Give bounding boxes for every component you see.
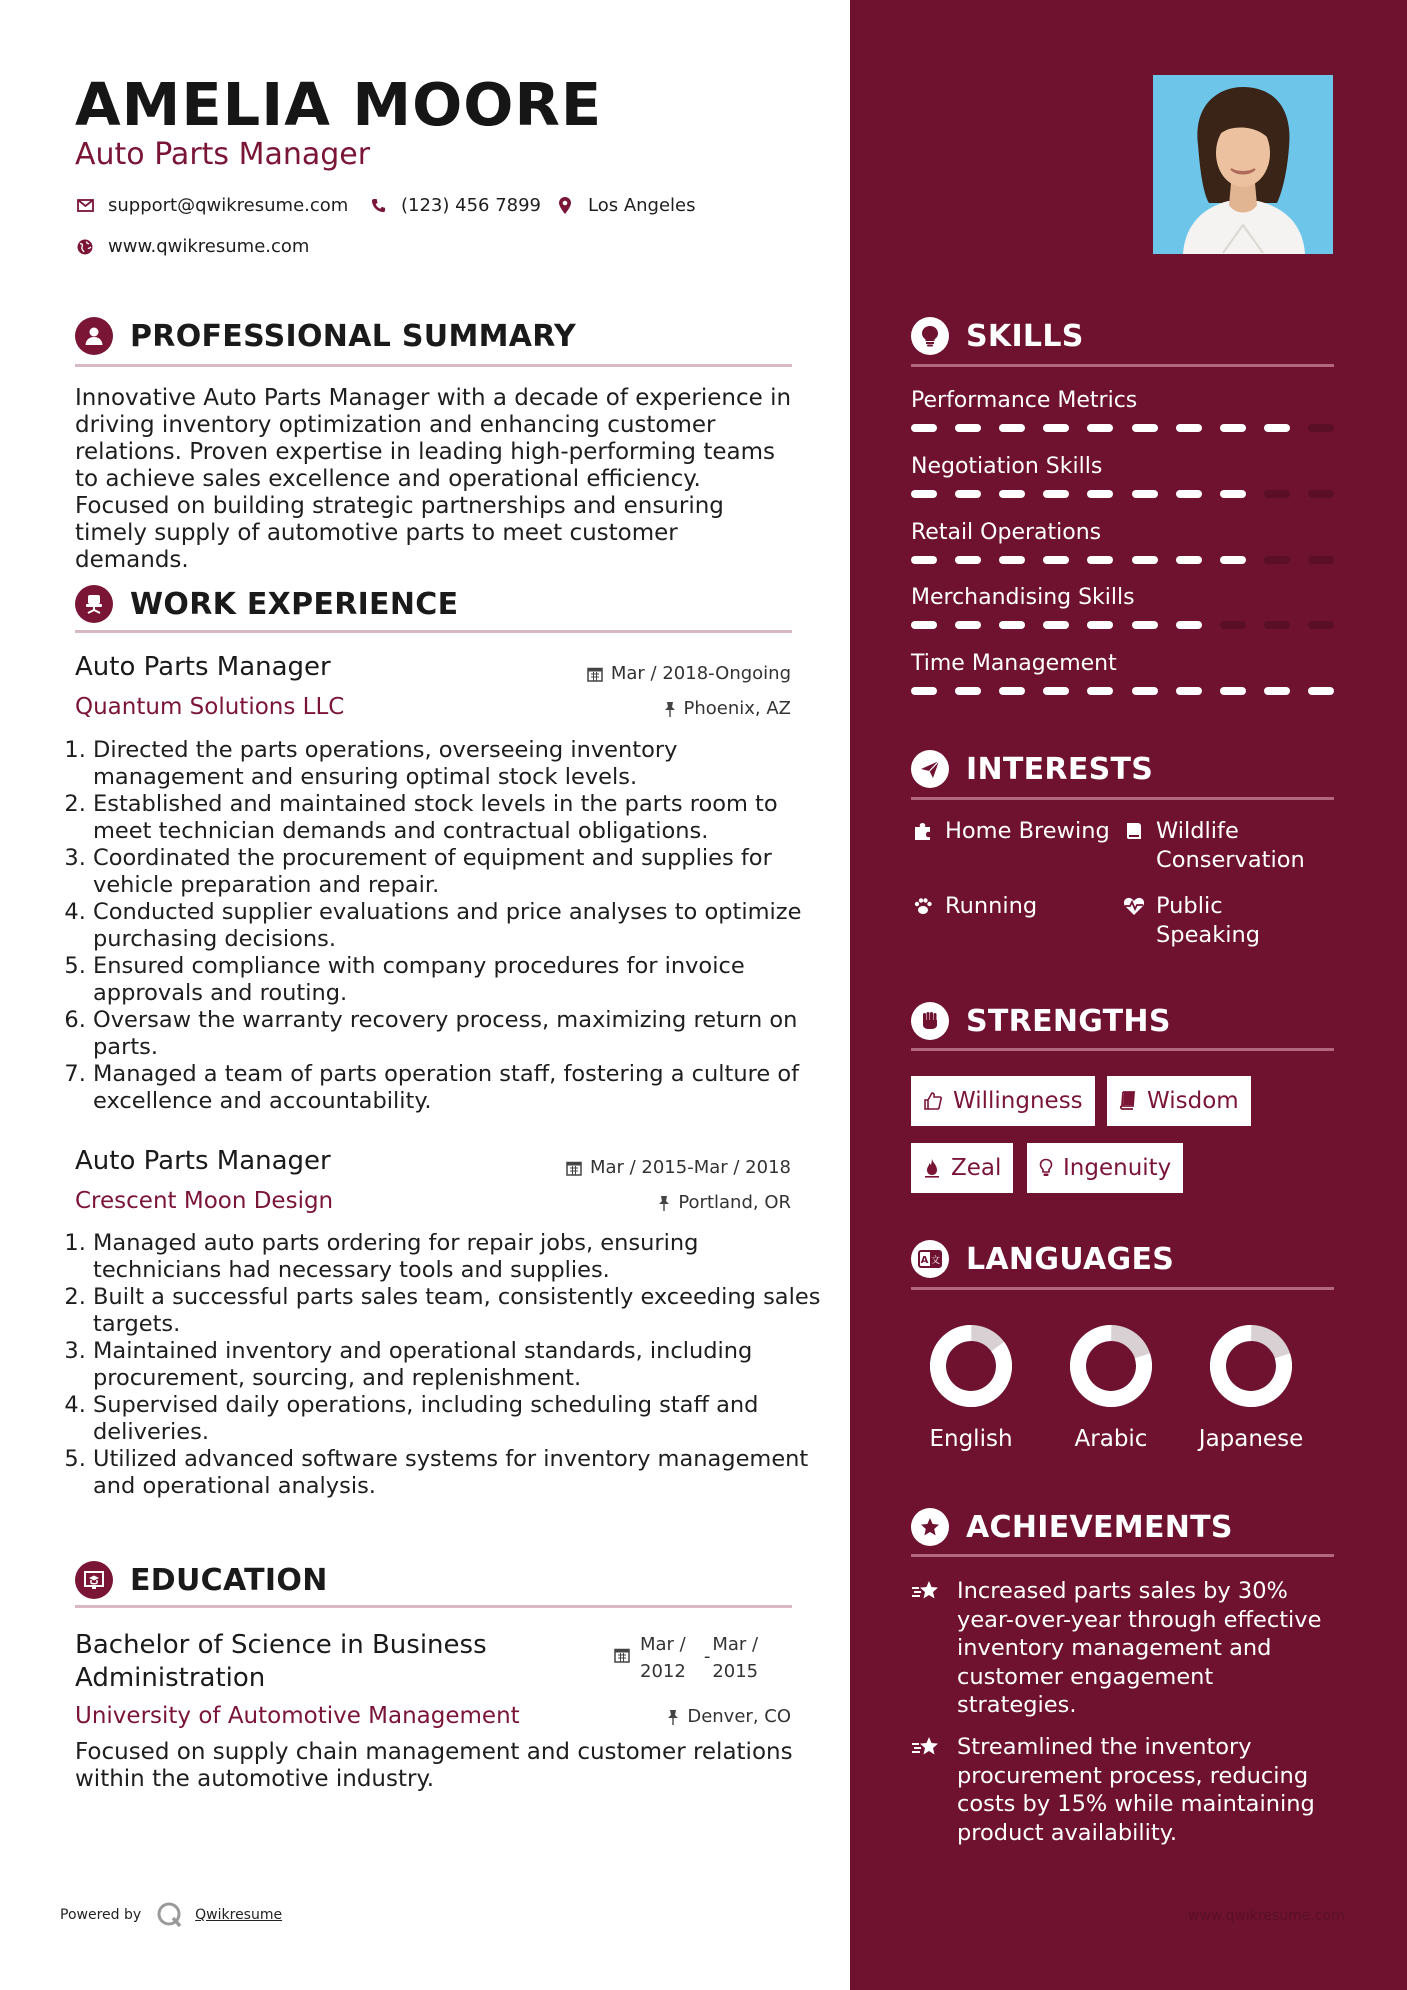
user-icon [75,317,113,355]
interest-item [1122,817,1305,875]
achievements-title: ACHIEVEMENTS [966,1509,1233,1545]
email-text[interactable]: support@qwikresume.com [108,195,349,216]
skill-dash [1132,687,1158,695]
strength-label: Wisdom [1147,1088,1239,1114]
skill-name: Performance Metrics [911,388,1138,413]
achievement-line: strategies. [957,1692,1077,1718]
skill-dash [1132,556,1158,564]
end-date-month: Mar / [712,1634,759,1655]
achievement-line: product availability. [957,1819,1177,1846]
skill-dash [1087,424,1113,432]
skill-item [911,651,1334,695]
skill-dash [1043,687,1069,695]
skill-dash [1132,490,1158,498]
skill-dash [1220,490,1246,498]
strength-chip [1107,1076,1251,1126]
skill-dash [1220,687,1246,695]
job-dates [566,1157,791,1178]
interest-label: Public [1156,893,1223,919]
powered-by-footer [60,1900,282,1930]
language-name: Arabic [1074,1426,1148,1452]
strengths-divider [911,1048,1334,1051]
experience-heading [75,585,458,623]
achievement-line: Increased parts sales by 30% [957,1578,1288,1604]
website-contact[interactable] [75,236,309,257]
education-description: Focused on supply chain management and customer relations within the automotive industry. [75,1739,793,1792]
skill-dash [1132,424,1158,432]
lightbulb-icon [1039,1158,1053,1178]
candidate-title: Auto Parts Manager [75,137,371,172]
strength-chip [1027,1143,1183,1193]
job-location [658,1192,791,1213]
candidate-name: AMELIA MOORE [75,70,603,139]
language-item [1191,1324,1311,1452]
job-role: Auto Parts Manager [75,652,331,682]
summary-text: Innovative Auto Parts Manager with a decade of experience in driving inventory optimization and enhancing customer relations. Proven expertise in leading high-performing teams to achieve sales excellence and operational efficiency. Focused on building strategic partnerships and ensuring timely supply of automotive parts to meet customer demands. [75,385,792,573]
powered-by-text: Powered by [60,1907,142,1923]
calendar-icon [587,666,603,682]
strengths-title: STRENGTHS [966,1003,1171,1039]
skill-dash [955,687,981,695]
education-heading [75,1561,328,1599]
email-contact[interactable] [75,195,348,216]
skill-item [911,585,1334,629]
location-text: Los Angeles [588,195,696,216]
skill-dash [999,621,1025,629]
shooting-star-icon [911,1577,945,1720]
pushpin-icon [667,1709,679,1725]
skill-dash [955,424,981,432]
job-dates-text: Mar / 2018-Ongoing [610,663,791,684]
experience-divider [75,630,792,633]
interest-label: Home Brewing [945,818,1110,844]
language-ring-fill [929,1324,1013,1408]
strength-label: Willingness [953,1088,1083,1114]
achievement-line: customer engagement [957,1663,1214,1690]
skill-name: Merchandising Skills [911,585,1135,610]
qwikresume-link[interactable]: Qwikresume [195,1907,283,1923]
end-date-year: 2015 [712,1661,759,1682]
strength-label: Zeal [951,1155,1002,1181]
list-item: 7. Managed a team of parts operation staff, fostering a culture of excellence and accountability. [93,1061,823,1115]
languages-heading [911,1240,1174,1278]
skill-dash [1308,424,1334,432]
skill-dash [1043,621,1069,629]
degree-line: Bachelor of Science in Business [75,1630,487,1660]
puzzle-icon [911,817,935,841]
skill-dash [1176,424,1202,432]
achievement-line: Streamlined the inventory [957,1734,1252,1760]
paper-plane-icon [911,750,949,788]
job-duties-list [75,1230,823,1500]
skill-dash [911,621,937,629]
job-location-text: Phoenix, AZ [683,698,791,719]
skill-dash [1220,556,1246,564]
skill-dash [1264,424,1290,432]
skills-heading [911,317,1084,355]
skill-dash [1176,687,1202,695]
language-level-ring [1209,1324,1293,1408]
skill-dash [1043,490,1069,498]
list-item: 2. Built a successful parts sales team, consistently exceeding sales targets. [93,1284,823,1338]
translate-icon [911,1240,949,1278]
skill-dash [911,490,937,498]
skill-rating [911,424,1334,432]
experience-title: WORK EXPERIENCE [130,586,459,622]
globe-icon [75,237,95,257]
achievement-line: year-over-year through effective [957,1606,1322,1633]
skill-dash [1087,687,1113,695]
list-item: 1. Directed the parts operations, overseeing inventory management and ensuring optimal stock levels. [93,737,823,791]
list-item: 5. Ensured compliance with company procedures for invoice approvals and routing. [93,953,823,1007]
skill-dash [1176,556,1202,564]
job-location-text: Portland, OR [678,1192,791,1213]
skill-dash [1176,490,1202,498]
interest-label: Wildlife [1156,818,1239,844]
skill-dash [1308,556,1334,564]
list-item: 3. Maintained inventory and operational standards, including procurement, sourcing, and replenishment. [93,1338,823,1392]
interest-item [1122,892,1260,950]
skill-dash [1264,621,1290,629]
strength-chip [911,1143,1013,1193]
language-ring-fill [1069,1324,1152,1407]
languages-title: LANGUAGES [966,1241,1175,1277]
languages-divider [911,1287,1334,1290]
strengths-heading [911,1002,1171,1040]
skill-dash [1264,556,1290,564]
skill-dash [1132,621,1158,629]
heartbeat-icon [1122,892,1146,916]
skill-dash [911,556,937,564]
pushpin-icon [658,1195,670,1211]
job-duties-list [75,737,823,1115]
paw-icon [911,892,935,916]
list-item: 4. Conducted supplier evaluations and price analyses to optimize purchasing decisions. [93,899,823,953]
skill-item [911,454,1334,498]
skill-dash [911,424,937,432]
language-name: English [929,1426,1013,1452]
list-item: 1. Managed auto parts ordering for repair jobs, ensuring technicians had necessary tools and supplies. [93,1230,823,1284]
achievement-item [911,1577,1321,1720]
skill-dash [1220,424,1246,432]
star-badge-icon [911,1508,949,1546]
language-level-ring [929,1324,1013,1408]
location-contact [555,195,696,216]
svg-text:A: A [920,1255,929,1266]
skill-rating [911,687,1334,695]
skill-name: Time Management [911,651,1117,676]
skills-title: SKILLS [966,318,1084,354]
interest-label: Running [945,893,1038,919]
skill-dash [1220,621,1246,629]
education-dates [614,1631,758,1685]
skill-rating [911,621,1334,629]
office-chair-icon [75,585,113,623]
achievements-heading [911,1508,1233,1546]
calendar-icon [566,1160,582,1176]
skill-dash [999,424,1025,432]
summary-heading [75,317,576,355]
language-level-ring [1069,1324,1153,1408]
date-separator: - [703,1646,711,1667]
skill-dash [1264,490,1290,498]
degree-line: Administration [75,1663,266,1693]
raised-fist-icon [911,1002,949,1040]
skill-dash [1043,424,1069,432]
website-text[interactable]: www.qwikresume.com [108,236,310,257]
school-name: University of Automotive Management [75,1703,520,1729]
strength-label: Ingenuity [1063,1155,1172,1181]
pushpin-icon [664,701,676,717]
school-location-text: Denver, CO [687,1706,791,1727]
job-location [664,698,792,719]
skill-dash [955,490,981,498]
summary-title: PROFESSIONAL SUMMARY [130,318,577,354]
list-item: 2. Established and maintained stock levels in the parts room to meet technician demands and contractual obligations. [93,791,823,845]
interests-title: INTERESTS [966,751,1154,787]
phone-contact[interactable] [368,195,541,216]
calendar-icon [614,1647,630,1663]
skill-dash [955,621,981,629]
skill-dash [999,556,1025,564]
skill-dash [911,687,937,695]
achievement-item [911,1733,1315,1847]
list-item: 4. Supervised daily operations, including scheduling staff and deliveries. [93,1392,823,1446]
skill-dash [1087,621,1113,629]
interest-item [911,817,1110,846]
phone-icon [368,196,388,216]
language-item [1051,1324,1171,1452]
skill-dash [1176,621,1202,629]
list-item: 3. Coordinated the procurement of equipment and supplies for vehicle preparation and repair. [93,845,823,899]
skill-item [911,388,1334,432]
skill-dash [999,490,1025,498]
achievement-line: procurement process, reducing [957,1762,1309,1789]
interest-item [911,892,1037,921]
skill-dash [1264,687,1290,695]
skills-divider [911,364,1334,367]
phone-text[interactable]: (123) 456 7899 [401,195,542,216]
footer-website[interactable]: www.qwikresume.com [1188,1908,1345,1924]
skill-dash [999,687,1025,695]
qwikresume-logo-icon [155,1900,185,1930]
interest-label-cont: Speaking [1156,922,1261,948]
start-date-year: 2012 [640,1661,686,1682]
skill-dash [1087,556,1113,564]
skill-rating [911,556,1334,564]
interests-divider [911,797,1334,800]
language-name: Japanese [1198,1426,1304,1452]
shooting-star-icon [911,1733,945,1847]
degree-title [75,1629,487,1695]
summary-divider [75,364,792,367]
achievement-line: inventory management and [957,1635,1272,1661]
map-pin-icon [555,196,575,216]
job-role: Auto Parts Manager [75,1146,331,1176]
skill-name: Retail Operations [911,520,1102,545]
strength-chip [911,1076,1095,1126]
skill-dash [1087,490,1113,498]
book-icon [1119,1091,1137,1111]
list-item: 5. Utilized advanced software systems for inventory management and operational analysis. [93,1446,823,1500]
envelope-icon [75,196,95,216]
skill-dash [1308,490,1334,498]
fire-icon [923,1158,941,1178]
book-icon [1122,817,1146,841]
achievement-line: costs by 15% while maintaining [957,1791,1315,1817]
svg-text:文: 文 [930,1256,941,1266]
education-title: EDUCATION [130,1562,328,1598]
skill-dash [1043,556,1069,564]
skill-dash [955,556,981,564]
profile-photo [1153,75,1333,254]
job-dates-text: Mar / 2015-Mar / 2018 [589,1157,791,1178]
skill-dash [1308,687,1334,695]
job-company: Crescent Moon Design [75,1188,334,1214]
interests-heading [911,750,1153,788]
thumbs-up-icon [923,1091,943,1111]
skill-name: Negotiation Skills [911,454,1103,479]
skill-item [911,520,1334,564]
skill-rating [911,490,1334,498]
language-item [911,1324,1031,1452]
skill-dash [1308,621,1334,629]
start-date-month: Mar / [640,1634,686,1655]
job-dates [587,663,791,684]
education-divider [75,1605,792,1608]
lightbulb-icon [911,317,949,355]
list-item: 6. Oversaw the warranty recovery process, maximizing return on parts. [93,1007,823,1061]
interest-label-cont: Conservation [1156,847,1305,873]
graduate-icon [75,1561,113,1599]
job-company: Quantum Solutions LLC [75,694,345,720]
language-ring-fill [1209,1324,1292,1407]
school-location [667,1706,791,1727]
achievements-divider [911,1554,1334,1557]
